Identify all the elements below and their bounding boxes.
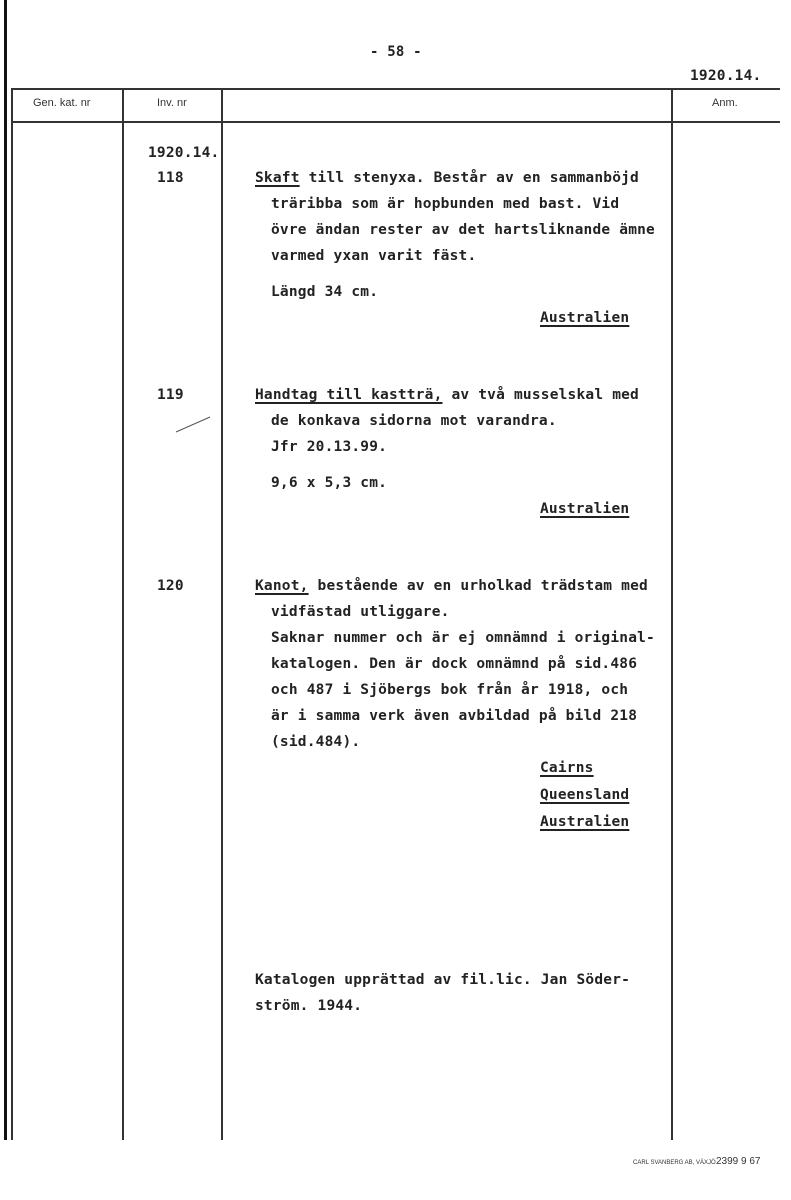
- column-header-gen-kat-nr: Gen. kat. nr: [33, 97, 91, 109]
- entry-title: Skaft: [255, 170, 300, 186]
- entry-title: Kanot,: [255, 578, 309, 594]
- entry-place: Australien: [540, 501, 630, 517]
- closing-note-line: ström. 1944.: [255, 998, 363, 1014]
- entry-text-line: katalogen. Den är dock omnämnd på sid.486: [271, 656, 638, 672]
- series-heading: 1920.14.: [148, 145, 220, 161]
- entry-place: Australien: [540, 310, 630, 326]
- entry-text-line: de konkava sidorna mot varandra.: [271, 413, 557, 429]
- entry-first-line: [255, 170, 639, 186]
- entry-text-line: varmed yxan varit fäst.: [271, 248, 477, 264]
- entry-first-line: [255, 578, 648, 594]
- entry-place: Australien: [540, 814, 630, 830]
- column-divider-desc-anm: [671, 88, 673, 1140]
- closing-note-line: Katalogen upprättad av fil.lic. Jan Söder-: [255, 972, 631, 988]
- inv-number: 118: [157, 170, 184, 186]
- entry-text-line: bestående av en urholkad trädstam med: [308, 578, 648, 594]
- pencil-mark: [174, 415, 214, 435]
- entry-first-line: [255, 387, 639, 403]
- page-number: - 58 -: [370, 44, 422, 60]
- column-divider-gen-inv: [122, 88, 124, 1140]
- column-header-inv-nr: Inv. nr: [157, 97, 187, 109]
- left-margin-rule-outer: [4, 0, 7, 1140]
- header-top-rule: [11, 88, 780, 90]
- entry-text-line: av två musselskal med: [442, 387, 639, 403]
- inv-number: 119: [157, 387, 184, 403]
- entry-place: Queensland: [540, 787, 630, 803]
- entry-text-line: och 487 i Sjöbergs bok från år 1918, och: [271, 682, 629, 698]
- entry-text-line: Jfr 20.13.99.: [271, 439, 388, 455]
- entry-text-line: träribba som är hopbunden med bast. Vid: [271, 196, 620, 212]
- entry-measure: 9,6 x 5,3 cm.: [271, 475, 388, 491]
- form-code: 2399 9 67: [716, 1156, 761, 1167]
- series-code: 1920.14.: [690, 68, 762, 84]
- entry-text-line: övre ändan rester av det hartsliknande ämne: [271, 222, 655, 238]
- entry-text-line: Saknar nummer och är ej omnämnd i original-: [271, 630, 655, 646]
- header-bottom-rule: [11, 121, 780, 123]
- inv-number: 120: [157, 578, 184, 594]
- entry-measure: Längd 34 cm.: [271, 284, 379, 300]
- entry-text-line: till stenyxa. Består av en sammanböjd: [299, 170, 639, 186]
- column-header-anm: Anm.: [712, 97, 738, 109]
- left-margin-rule-inner: [11, 88, 13, 1140]
- entry-place: Cairns: [540, 760, 594, 776]
- column-divider-inv-desc: [221, 88, 223, 1140]
- entry-text-line: vidfästad utliggare.: [271, 604, 450, 620]
- entry-text-line: är i samma verk även avbildad på bild 218: [271, 708, 638, 724]
- entry-text-line: (sid.484).: [271, 734, 361, 750]
- entry-title: Handtag till kastträ,: [255, 387, 443, 403]
- printer-imprint: CARL SVANBERG AB, VÄXJÖ: [633, 1160, 716, 1166]
